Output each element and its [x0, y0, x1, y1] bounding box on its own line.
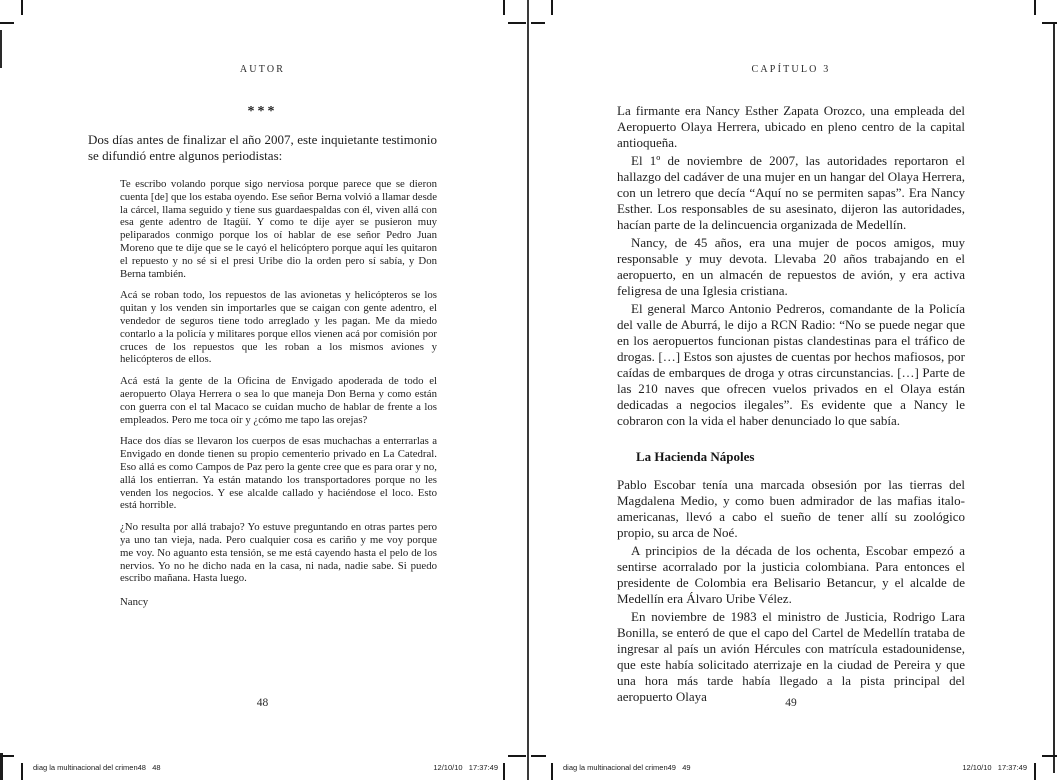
crop-mark: [531, 755, 546, 757]
running-head-chapter: CAPÍTULO 3: [751, 64, 831, 75]
crop-mark: [0, 755, 14, 757]
quote-paragraph: ¿No resulta por allá trabajo? Yo estuve preguntando en otras partes pero ya uno tan vieja, nada. Pero cualquier cosa es cariño y me voy porque me voy. No aguanto esta tensión, se me está cayendo hasta el pelo de los nervios. Yo no he dicho nada en la casa, ni nada, nadie sabe. Si puedo escribo mañana. Hasta luego.: [120, 521, 437, 585]
paragraph: El general Marco Antonio Pedreros, comandante de la Policía del valle de Aburrá, le dijo a RCN Radio: “No se puede negar que en los aeropuertos funcionan pistas clandestinas para el tráfico de drogas. […] Estos son ajustes de cuentas por hechos mafiosos, por caídas de embarques de droga y otras circunstancias. […] Parte de las 210 naves que ofrecen vuelos privados en el Olaya están dedicadas a negocios ilegales”. Es evidente que a Nancy le cobraron con la vida el haber denunciado lo que sabía.: [617, 301, 965, 428]
crop-mark: [0, 22, 14, 24]
paragraph: En noviembre de 1983 el ministro de Justicia, Rodrigo Lara Bonilla, se enteró de que el capo del Cartel de Medellín trataba de ingresar al país un avión Hércules con matrícula estadounidense, que este había solicitado aterrizaje en la ciudad de Pereira y que una hora más tarde había llegado a la pista principal del aeropuerto Olaya: [617, 609, 965, 704]
running-head-author: AUTOR: [239, 64, 286, 75]
crop-mark: [21, 0, 23, 15]
crop-mark: [1042, 755, 1057, 757]
footer-datetime-right: 12/10/10 17:37:49: [962, 763, 1027, 772]
crop-mark: [508, 755, 526, 757]
section-heading-hacienda-napoles: La Hacienda Nápoles: [636, 449, 755, 464]
paragraph: El 1º de noviembre de 2007, las autoridades reportaron el hallazgo del cadáver de una mujer en un hangar del Olaya Herrera, con un letrero que decía “Aquí no se permiten sapas”. Era Nancy Esther. Los responsables de su asesinato, dijeron las autoridades, hacían parte de la delincuencia organizada de Medellín.: [617, 153, 965, 232]
crop-mark: [508, 22, 526, 24]
page-48: [88, 64, 437, 609]
quote-paragraph: Acá se roban todo, los repuestos de las avionetas y helicópteros se los quitan y los venden sin importarles que se caigan con gente adentro, el vendedor de seguros tiene todo arreglado y les pagan. Me da miedo contarlo a la policía y militares porque ellos vienen acá por comisión por cruces de los repuestos que les roban a los mismos aviones y helicópteros de ellos.: [120, 289, 437, 366]
crop-mark: [551, 0, 553, 15]
quote-paragraph: Hace dos días se llevaron los cuerpos de esas muchachas a enterrarlas a Envigado en donde tienen su propio cementerio privado en La Catedral. Eso allá es como Campos de Paz pero la gente cree que es para orar y no, allá los entierran. Ya están matando los transportadores porque no les venden los negocios. Y ese alcalde callado y haciéndose el loco. Esto está horrible.: [120, 435, 437, 512]
page-number-49: 49: [785, 697, 797, 709]
left-trim-line-bottom: [0, 753, 3, 780]
page-49: [617, 64, 965, 705]
footer-filename-right: diag la multinacional del crimen49 49: [563, 763, 691, 772]
paragraph: Nancy, de 45 años, era una mujer de pocos amigos, muy responsable y muy devota. Llevaba 20 años trabajando en el aeropuerto, en un almacén de repuestos de avión, y era activa feligresa de una Iglesia cristiana.: [617, 235, 965, 298]
paragraph-intro: Dos días antes de finalizar el año 2007, este inquietante testimonio se difundió entre algunos periodistas:: [88, 132, 437, 163]
footer-datetime-left: 12/10/10 17:37:49: [433, 763, 498, 772]
crop-mark: [21, 763, 23, 780]
center-cut-line: [527, 0, 529, 780]
paragraph: La firmante era Nancy Esther Zapata Orozco, una empleada del Aeropuerto Olaya Herrera, ubicado en pleno centro de la capital antioqueña.: [617, 103, 965, 150]
quote-paragraph: Te escribo volando porque sigo nerviosa porque parece que se dieron cuenta [de] que los estaba oyendo. Ese señor Berna volvió a llamar desde la cárcel, llama seguido y tiene sus guardaespaldas con él, viven allá con esa gente adentro de Itagüí. Y como te dije ayer se pusieron muy peliparados conmigo porque los oí hablar de ese señor Pedro Juan Moreno que te dije que se le cayó el helicóptero porque aquí les quitaron el repuesto y no sé si el presi Uribe dio la orden pero sí sabía, y Don Berna también.: [120, 178, 437, 280]
left-trim-line-top: [0, 30, 2, 68]
crop-mark: [503, 763, 505, 780]
letter-signature: Nancy: [120, 596, 149, 609]
crop-mark: [1042, 22, 1057, 24]
footer-filename-left: diag la multinacional del crimen48 48: [33, 763, 161, 772]
page-number-48: 48: [256, 697, 269, 709]
right-trim-line: [1053, 23, 1055, 773]
crop-mark: [503, 0, 505, 15]
quote-paragraph: Acá está la gente de la Oficina de Envigado apoderada de todo el aeropuerto Olaya Herrera o sea lo que maneja Don Berna y como están con guerra con el tal Macaco se cuidan mucho de hablar de frente a los empleados. Pero me toca oír y ¿cómo me tapo las orejas?: [120, 375, 437, 426]
crop-mark: [1034, 0, 1036, 15]
crop-mark: [1034, 763, 1036, 780]
crop-mark: [531, 22, 545, 24]
asterisk-separator: ***: [247, 104, 278, 119]
paragraph: A principios de la década de los ochenta, Escobar empezó a sentirse acorralado por la justicia colombiana. Para entonces el presidente de Colombia era Belisario Betancur, y el alcalde de Medellín era Álvaro Uribe Vélez.: [617, 543, 965, 606]
paragraph: Pablo Escobar tenía una marcada obsesión por las tierras del Magdalena Medio, y como buen admirador de las mafias italo-americanas, llevó a cabo el sueño de tener allí su zoológico propio, su arca de Noé.: [617, 477, 965, 540]
crop-mark: [551, 763, 553, 780]
